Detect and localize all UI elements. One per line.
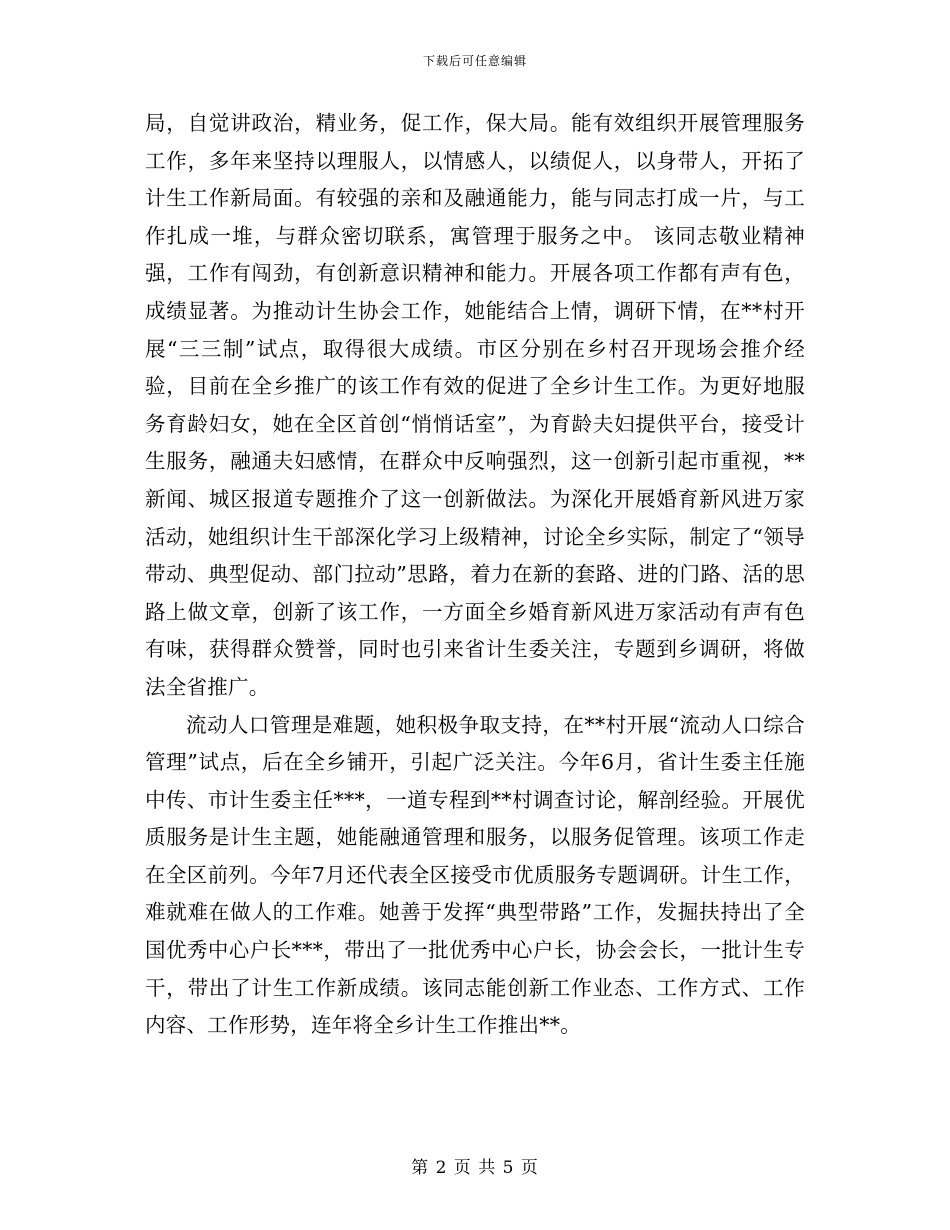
paragraph-2: 流动人口管理是难题，她积极争取支持，在**村开展“流动人口综合管理”试点，后在全乡铺开，引起广泛关注。今年6月，省计生委主任施中传、市计生委主任***，一道专程到**村调查讨论，解剖经验。开展优质服务是计生主题，她能融通管理和服务，以服务促管理。该项工作走在全区前列。今年7月还代表全区接受市优质服务专题调研。计生工作，难就难在做人的工作难。她善于发挥“典型带路”工作，发掘扶持出了全国优秀中心户长***，带出了一批优秀中心户长，协会会长，一批计生专干，带出了计生工作新成绩。该同志能创新工作业态、工作方式、工作内容、工作形势，连年将全乡计生工作推出**。: [145, 712, 805, 1038]
page-header: 下载后可任意编辑: [422, 54, 527, 68]
paragraph-1: 局，自觉讲政治，精业务，促工作，保大局。能有效组织开展管理服务工作，多年来坚持以理服人，以情感人，以绩促人，以身带人，开拓了计生工作新局面。有较强的亲和及融通能力，能与同志打成一片，与工作扎成一堆，与群众密切联系，寓管理于服务之中。 该同志敬业精神强，工作有闯劲，有创新意识精神和能力。开展各项工作都有声有色，成绩显著。为推动计生协会工作，她能结合上情，调研下情，在**村开展“三三制”试点，取得很大成绩。市区分别在乡村召开现场会推介经验，目前在全乡推广的该工作有效的促进了全乡计生工作。为更好地服务育龄妇女，她在全区首创“悄悄话室”，为育龄夫妇提供平台，接受计生服务，融通夫妇感情，在群众中反响强烈，这一创新引起市重视，**新闻、城区报道专题推介了这一创新做法。为深化开展婚育新风进万家活动，她组织计生干部深化学习上级精神，讨论全乡实际，制定了“领导带动、典型促动、部门拉动”思路，着力在新的套路、进的门路、活的思路上做文章，创新了该工作，一方面全乡婚育新风进万家活动有声有色有味，获得群众赞誉，同时也引来省计生委关注，专题到乡调研，将做法全省推广。: [145, 111, 805, 699]
document-body: [145, 105, 805, 1045]
page-number: 第 2 页 共 5 页: [411, 1158, 539, 1178]
